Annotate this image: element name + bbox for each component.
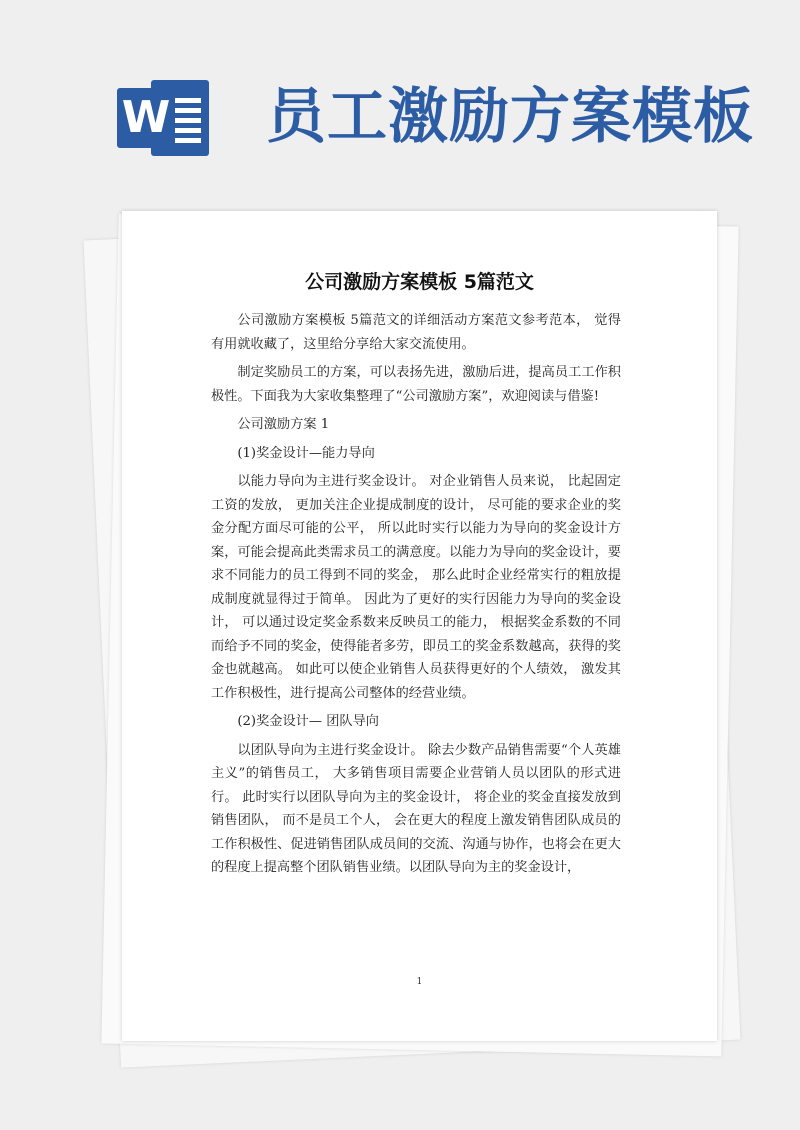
section-heading: (2)奖金设计— 团队导向 <box>237 714 379 729</box>
section-heading: 公司激励方案 1 <box>237 417 330 432</box>
document-body <box>211 309 621 885</box>
page-number: 1 <box>416 977 423 987</box>
paragraph: 公司激励方案模板 5篇范文的详细活动方案范文参考范本， 觉得有用就收藏了，这里给分享给大家交流使用。 <box>211 313 621 352</box>
word-doc-icon <box>117 76 213 160</box>
paragraph: 以能力导向为主进行奖金设计。 对企业销售人员来说， 比起固定工资的发放， 更加关注企业提成制度的设计， 尽可能的要求企业的奖金分配方面尽可能的公平， 所以此时实行以能力为导向的奖金设计方案，可能会提高此类需求员工的满意度。以能力为导向的奖金设计，要求不同能力的员工得到不同的奖金， 那么此时企业经常实行的粗放提成制度就显得过于简单。 因此为了更好的实行因能力为导向的奖金设计， 可以通过设定奖金系数来反映员工的能力， 根据奖金系数的不同而给予不同的奖金，使得能者多劳，即员工的奖金系数越高，获得的奖金也就越高。 如此可以使企业销售人员获得更好的个人绩效， 激发其工作积极性，进行提高公司整体的经营业绩。 <box>211 474 621 701</box>
banner-title: 员工激励方案模板 <box>266 82 754 152</box>
paragraph: 制定奖励员工的方案，可以表扬先进，激励后进，提高员工工作积极性。下面我为大家收集整理了“公司激励方案”，欢迎阅读与借鉴! <box>211 365 621 404</box>
word-letter-icon: W <box>117 88 175 148</box>
document-page <box>122 211 717 1041</box>
section-heading: (1)奖金设计—能力导向 <box>237 445 375 461</box>
document-title: 公司激励方案模板 5篇范文 <box>305 271 534 293</box>
paragraph: 以团队导向为主进行奖金设计。 除去少数产品销售需要“个人英雄主义”的销售员工， 大多销售项目需要企业营销人员以团队的形式进行。 此时实行以团队导向为主的奖金设计， 将企业的奖金直接发放到销售团队， 而不是员工个人， 会在更大的程度上激发销售团队成员的工作积极性、促进销售团队成员间的交流、沟通与协作，也将会在更大的程度上提高整个团队销售业绩。以团队导向为主的奖金设计， <box>211 742 621 875</box>
